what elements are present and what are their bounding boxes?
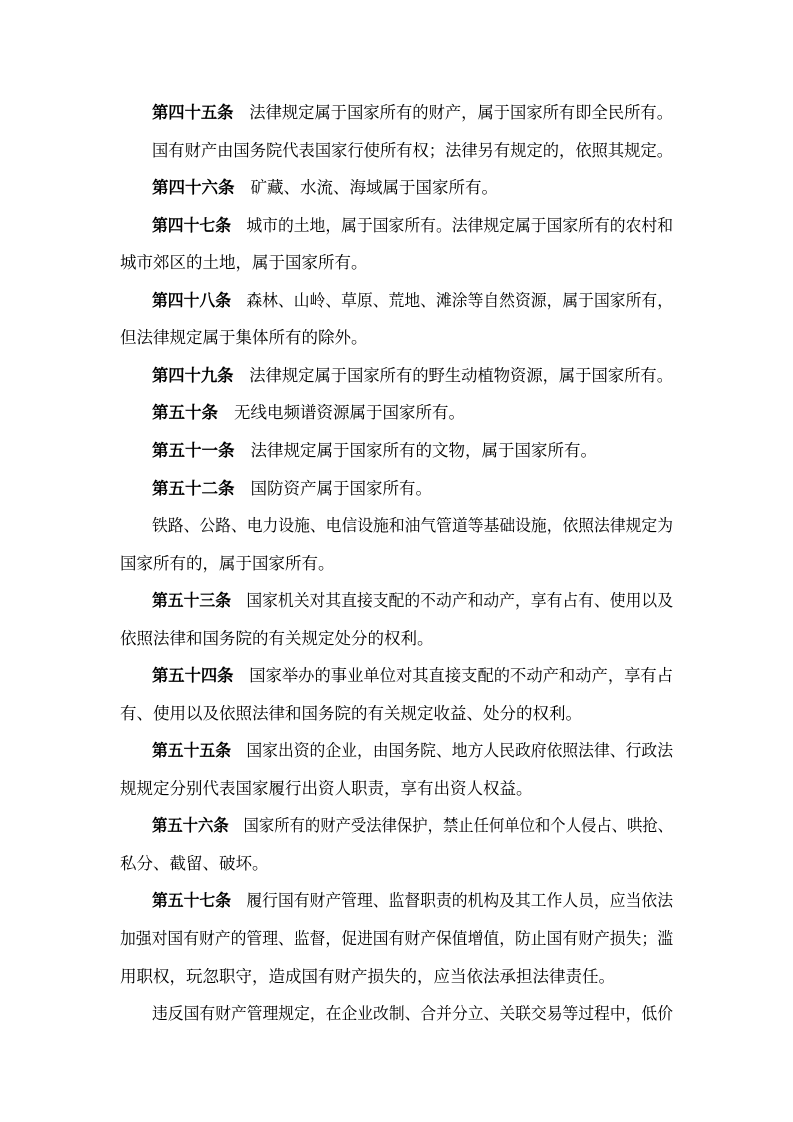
line-4 <box>0 211 793 241</box>
article-text: 国家举办的事业单位对其直接支配的不动产和动产，享有占 <box>249 666 673 685</box>
article-text: 法律规定属于国家所有的财产，属于国家所有即全民所有。 <box>249 103 673 122</box>
article-number: 第四十六条 <box>152 178 235 197</box>
line-18 <box>0 736 793 766</box>
line-2 <box>0 136 793 166</box>
line-10 <box>0 436 793 466</box>
paragraph-text: 加强对国有财产的管理、监督，促进国有财产保值增值，防止国有财产损失；滥 <box>120 929 673 948</box>
article-text: 国家出资的企业，由国务院、地方人民政府依照法律、行政法 <box>246 741 673 760</box>
article-number: 第五十五条 <box>152 741 232 760</box>
article-text: 森林、山岭、草原、荒地、滩涂等自然资源，属于国家所有， <box>246 291 673 310</box>
article-number: 第五十条 <box>152 403 218 422</box>
article-number: 第五十七条 <box>152 891 232 910</box>
line-content <box>152 811 673 841</box>
article-text: 国家机关对其直接支配的不动产和动产，享有占有、使用以及 <box>246 591 673 610</box>
line-content <box>152 286 673 316</box>
line-13 <box>0 549 793 579</box>
line-content <box>152 98 673 128</box>
line-19 <box>0 774 793 804</box>
article-number: 第五十二条 <box>152 479 235 498</box>
paragraph-text: 私分、截留、破坏。 <box>120 854 269 873</box>
line-content <box>120 699 582 729</box>
article-number: 第四十八条 <box>152 291 232 310</box>
line-content <box>152 398 465 428</box>
line-content <box>152 173 498 203</box>
line-content <box>120 323 368 353</box>
line-content <box>120 962 615 992</box>
paragraph-text: 但法律规定属于集体所有的除外。 <box>120 328 368 347</box>
line-content <box>152 886 673 916</box>
line-15 <box>0 624 793 654</box>
line-content <box>152 661 673 691</box>
paragraph-text: 国有财产由国务院代表国家行使所有权；法律另有规定的，依照其规定。 <box>152 141 673 160</box>
line-content <box>152 436 597 466</box>
paragraph-text: 国家所有的，属于国家所有。 <box>120 554 335 573</box>
line-24 <box>0 962 793 992</box>
article-number: 第五十六条 <box>152 816 229 835</box>
line-content <box>120 248 368 278</box>
line-25 <box>0 999 793 1029</box>
line-8 <box>0 361 793 391</box>
line-14 <box>0 586 793 616</box>
line-content <box>152 586 673 616</box>
article-text: 城市的土地，属于国家所有。法律规定属于国家所有的农村和 <box>246 216 673 235</box>
article-text: 履行国有财产管理、监督职责的机构及其工作人员，应当依法 <box>246 891 673 910</box>
article-number: 第四十七条 <box>152 216 232 235</box>
line-content <box>120 774 533 804</box>
line-7 <box>0 323 793 353</box>
line-content <box>152 136 673 166</box>
line-1 <box>0 98 793 128</box>
article-number: 第四十五条 <box>152 103 234 122</box>
line-5 <box>0 248 793 278</box>
line-12 <box>0 511 793 541</box>
line-22 <box>0 886 793 916</box>
line-content <box>152 474 432 504</box>
line-16 <box>0 661 793 691</box>
line-content <box>152 999 673 1029</box>
paragraph-text: 依照法律和国务院的有关规定处分的权利。 <box>120 629 434 648</box>
line-content <box>152 361 673 391</box>
line-11 <box>0 474 793 504</box>
paragraph-text: 有、使用以及依照法律和国务院的有关规定收益、处分的权利。 <box>120 704 582 723</box>
paragraph-text: 铁路、公路、电力设施、电信设施和油气管道等基础设施，依照法律规定为 <box>152 516 673 535</box>
article-text: 无线电频谱资源属于国家所有。 <box>234 403 465 422</box>
article-text: 矿藏、水流、海域属于国家所有。 <box>250 178 498 197</box>
line-21 <box>0 849 793 879</box>
line-content <box>120 849 269 879</box>
article-text: 国防资产属于国家所有。 <box>250 479 432 498</box>
line-9 <box>0 398 793 428</box>
article-number: 第五十三条 <box>152 591 232 610</box>
line-23 <box>0 924 793 954</box>
article-number: 第五十四条 <box>152 666 234 685</box>
article-text: 法律规定属于国家所有的文物，属于国家所有。 <box>250 441 597 460</box>
line-content <box>152 211 673 241</box>
line-content <box>120 924 673 954</box>
line-content <box>152 511 673 541</box>
paragraph-text: 规规定分别代表国家履行出资人职责，享有出资人权益。 <box>120 779 533 798</box>
article-number: 第四十九条 <box>152 366 234 385</box>
article-number: 第五十一条 <box>152 441 235 460</box>
paragraph-text: 违反国有财产管理规定，在企业改制、合并分立、关联交易等过程中，低价 <box>152 1004 673 1023</box>
line-content <box>152 736 673 766</box>
article-text: 国家所有的财产受法律保护，禁止任何单位和个人侵占、哄抢、 <box>243 816 673 835</box>
line-20 <box>0 811 793 841</box>
paragraph-text: 用职权，玩忽职守，造成国有财产损失的，应当依法承担法律责任。 <box>120 967 615 986</box>
line-6 <box>0 286 793 316</box>
article-text: 法律规定属于国家所有的野生动植物资源，属于国家所有。 <box>249 366 673 385</box>
line-3 <box>0 173 793 203</box>
paragraph-text: 城市郊区的土地，属于国家所有。 <box>120 253 368 272</box>
line-content <box>120 624 434 654</box>
line-content <box>120 549 335 579</box>
line-17 <box>0 699 793 729</box>
